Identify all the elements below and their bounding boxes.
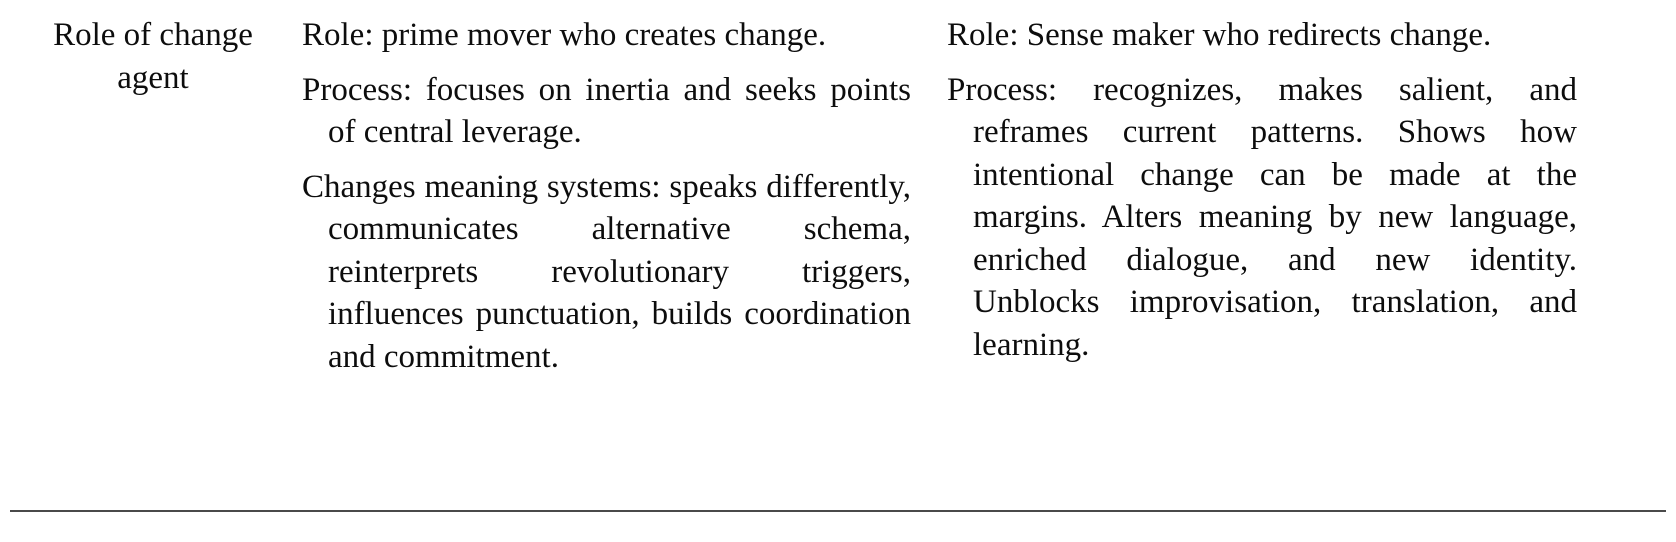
row-label-text: Role of change agent [53, 17, 253, 96]
continuous-change-cell [947, 14, 1587, 367]
episodic-process-paragraph: Process: focuses on inertia and seeks points of central leverage. [302, 71, 911, 151]
table-row [22, 14, 1654, 379]
continuous-process-paragraph: Process: recognizes, makes salient, and reframes current patterns. Shows how intentional change can be made at the margins. Alters meaning by new language, enriched dialogue, and new identity. Unblocks improvisation, translation, and learning. [947, 71, 1577, 363]
episodic-meaning-systems-paragraph: Changes meaning systems: speaks differently, communicates alternative schema, reinterprets revolutionary triggers, influences punctuation, builds coordination and commitment. [302, 168, 911, 375]
table-bottom-rule [10, 510, 1666, 512]
row-label-cell [22, 14, 302, 99]
episodic-role-paragraph: Role: prime mover who creates change. [302, 17, 827, 53]
episodic-change-cell [302, 14, 947, 379]
continuous-role-paragraph: Role: Sense maker who redirects change. [947, 17, 1492, 53]
